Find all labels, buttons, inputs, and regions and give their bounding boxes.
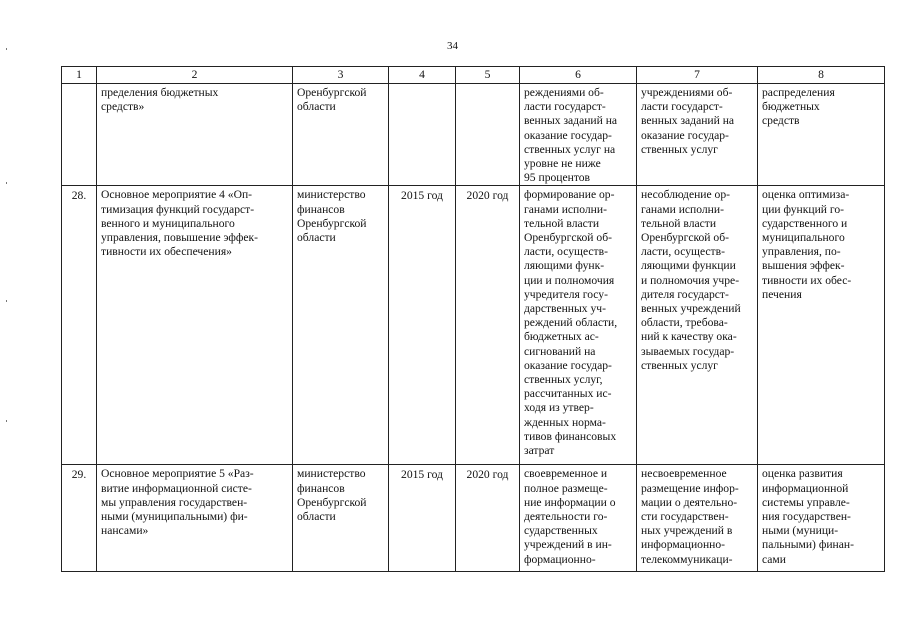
relation-cell: оценка развития информационной системы управле- ния государствен- ными (муници- пальными) финан- сами bbox=[758, 465, 885, 572]
column-header: 3 bbox=[293, 67, 389, 84]
column-header: 4 bbox=[389, 67, 456, 84]
column-header: 2 bbox=[97, 67, 293, 84]
column-header: 5 bbox=[456, 67, 520, 84]
row-number-cell: 29. bbox=[62, 465, 97, 572]
margin-mark bbox=[6, 300, 7, 302]
end-year-cell: 2020 год bbox=[456, 465, 520, 572]
executor-cell: Оренбургской области bbox=[293, 84, 389, 186]
relation-cell: распределения бюджетных средств bbox=[758, 84, 885, 186]
header-row bbox=[62, 67, 885, 84]
expected-result-cell: формирование ор- ганами исполни- тельной власти Оренбургской об- ласти, осуществ- ляющими функ- ции и полномочия учредителя госу- дарственных уч- реждений области, бюджетных ас- сигнований на оказание государ- ственных услуг, рассчитанных ис- ходя из утвер- жденных норма- тивов финансовых затрат bbox=[520, 186, 637, 465]
column-header: 8 bbox=[758, 67, 885, 84]
row-number-cell bbox=[62, 84, 97, 186]
executor-cell: министерство финансов Оренбургской области bbox=[293, 465, 389, 572]
start-year-cell: 2015 год bbox=[389, 186, 456, 465]
table-row bbox=[62, 186, 885, 465]
expected-result-cell: своевременное и полное размеще- ние информации о деятельности го- сударственных учреждений в ин- формационно- bbox=[520, 465, 637, 572]
data-table bbox=[61, 66, 885, 572]
table-row bbox=[62, 84, 885, 186]
end-year-cell bbox=[456, 84, 520, 186]
executor-cell: министерство финансов Оренбургской области bbox=[293, 186, 389, 465]
event-cell: Основное мероприятие 4 «Оп- тимизация функций государст- венного и муниципального управления, повышение эффек- тивности их обеспечения» bbox=[97, 186, 293, 465]
consequences-cell: несоблюдение ор- ганами исполни- тельной власти Оренбургской об- ласти, осуществ- ляющими функции и полномочия учре- дителя государст- венных учреждений области, требова- ний к качеству ока- зываемых государ- ственных услуг bbox=[637, 186, 758, 465]
column-header: 1 bbox=[62, 67, 97, 84]
end-year-cell: 2020 год bbox=[456, 186, 520, 465]
margin-mark bbox=[6, 182, 7, 184]
event-cell: Основное мероприятие 5 «Раз- витие информационной систе- мы управления государствен- ными (муниципальными) фи- нансами» bbox=[97, 465, 293, 572]
column-header: 7 bbox=[637, 67, 758, 84]
relation-cell: оценка оптимиза- ции функций го- сударственного и муниципального управления, по- вышения эффек- тивности их обес- печения bbox=[758, 186, 885, 465]
margin-mark bbox=[6, 48, 7, 50]
start-year-cell bbox=[389, 84, 456, 186]
consequences-cell: учреждениями об- ласти государст- венных заданий на оказание государ- ственных услуг bbox=[637, 84, 758, 186]
page-number: 34 bbox=[447, 40, 458, 52]
expected-result-cell: реждениями об- ласти государст- венных заданий на оказание государ- ственных услуг на уровне не ниже 95 процентов bbox=[520, 84, 637, 186]
row-number-cell: 28. bbox=[62, 186, 97, 465]
consequences-cell: несвоевременное размещение инфор- мации о деятельно- сти государствен- ных учреждений в информационно- телекоммуникаци- bbox=[637, 465, 758, 572]
column-header: 6 bbox=[520, 67, 637, 84]
table-row bbox=[62, 465, 885, 572]
start-year-cell: 2015 год bbox=[389, 465, 456, 572]
event-cell: пределения бюджетных средств» bbox=[97, 84, 293, 186]
margin-mark bbox=[6, 420, 7, 422]
